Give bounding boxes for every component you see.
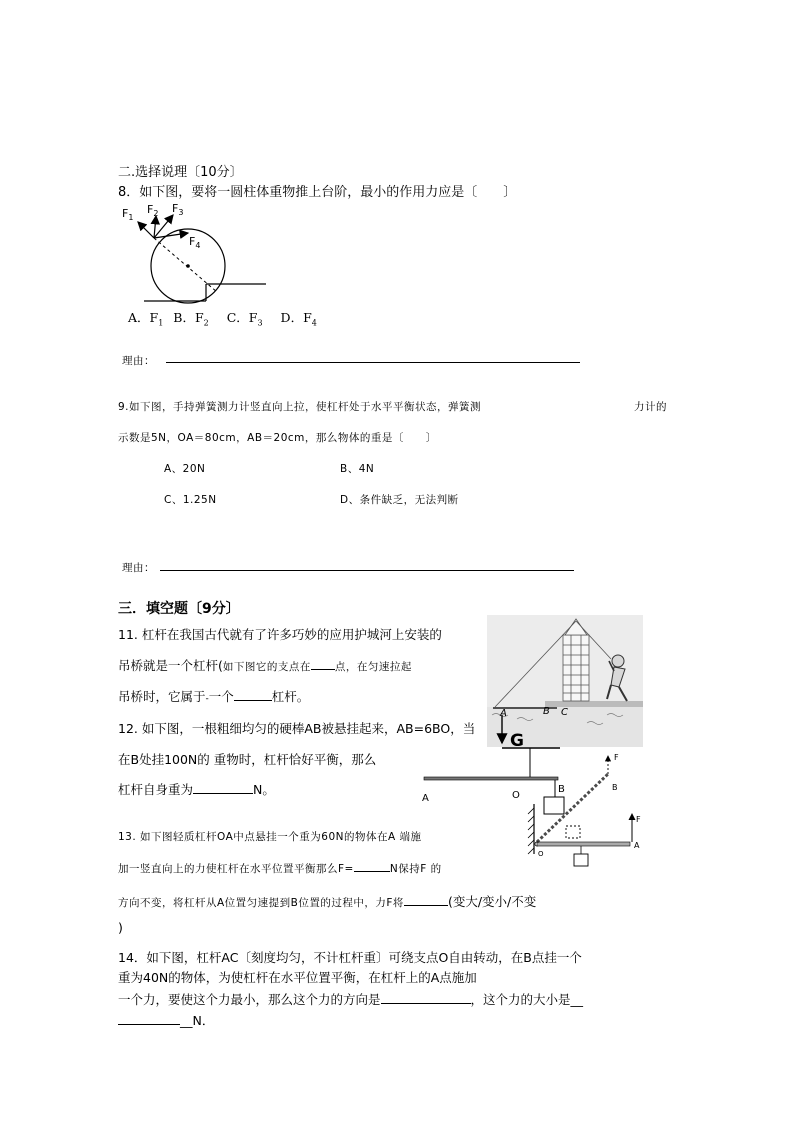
label-f4: $F_4$	[189, 235, 201, 250]
q13-blank-change[interactable]	[404, 905, 448, 906]
q9-reason-label: 理由：	[122, 562, 155, 574]
q14-blank-magnitude[interactable]	[118, 1024, 180, 1025]
q12-line3: 杠杆自身重为 N。	[118, 782, 275, 797]
q9-line1: 9.如下图，手持弹簧测力计竖直向上拉，使杠杆处于水平平衡状态，弹簧测	[118, 401, 482, 413]
q12-line2: 在B处挂100N的 重物时，杠杆恰好平衡，那么	[118, 752, 377, 767]
svg-text:F: F	[636, 815, 641, 824]
q13-line4: )	[118, 920, 123, 935]
q8-option-d[interactable]: D．$F_4$	[280, 310, 317, 328]
svg-text:A: A	[634, 841, 640, 850]
lever-horizontal	[537, 842, 630, 846]
label-f1: $F_1$	[122, 207, 134, 222]
q8-options	[128, 308, 317, 328]
q14-blank-direction[interactable]	[381, 1003, 471, 1004]
q13-line1: 13. 如下图轻质杠杆OA中点悬挂一个重为60N的物体在A 端施	[118, 831, 422, 843]
force-f3-arrow	[154, 215, 173, 238]
label-f2: $F_2$	[147, 203, 159, 218]
q11-blank-type[interactable]	[234, 700, 272, 701]
q8-option-a[interactable]: A．$F_1$	[128, 310, 164, 328]
q14-line4: __N．	[118, 1011, 214, 1029]
q12-line1: 12. 如下图，一根粗细均匀的硬棒AB被悬挂起来，AB=6BO，当	[118, 721, 476, 736]
q9-option-d[interactable]: D、条件缺乏，无法判断	[340, 494, 459, 506]
q9-line2: 示数是5N，OA＝80cm，AB＝20cm，那么物体的重是〔 〕	[118, 432, 437, 444]
q8-stem: 8．如下图，要将一圆柱体重物推上台阶，最小的作用力应是〔 〕	[118, 185, 517, 200]
rotating-lever-diagram	[520, 750, 650, 860]
q8-cylinder-diagram	[118, 200, 288, 310]
svg-text:B: B	[612, 783, 618, 792]
q9-option-b[interactable]: B、4N	[340, 463, 375, 475]
q8-reason-blank[interactable]	[166, 362, 580, 363]
q8-option-b[interactable]: B．$F_2$	[173, 310, 209, 328]
q13-blank-force[interactable]	[354, 871, 390, 872]
q13-line3: 方向不变，将杠杆从A位置匀速提到B位置的过程中，力F将 (变大/变小/不变	[118, 894, 537, 909]
q12-blank-weight[interactable]	[193, 793, 253, 794]
q13-line2: 加一竖直向上的力使杠杆在水平位置平衡那么F= N保持F 的	[118, 863, 442, 875]
q11-line2: 吊桥就是一个杠杆(如下图它的支点在 点，在匀速拉起	[118, 658, 412, 673]
force-f2-arrow	[154, 216, 156, 238]
q14-line1: 14．如下图，杠杆AC〔刻度均匀，不计杠杆重〕可绕支点O自由转动，在B点挂一个	[118, 950, 582, 965]
label-g: G	[510, 731, 524, 751]
section-heading-2: 二.选择说理〔10分〕	[118, 165, 243, 180]
q11-blank-pivot[interactable]	[311, 669, 335, 670]
q9-option-c[interactable]: C、1.25N	[164, 494, 217, 506]
q8-option-c[interactable]: C．$F_3$	[226, 310, 263, 328]
q9-line1-end: 力计的	[634, 401, 667, 413]
label-f3: $F_3$	[172, 202, 184, 217]
q14-line3: 一个力，要使这个力最小，那么这个力的方向是 ，这个力的大小是__	[118, 992, 584, 1007]
svg-text:F: F	[614, 753, 619, 762]
svg-text:O: O	[538, 850, 544, 858]
svg-text:B: B	[558, 784, 565, 795]
svg-text:A: A	[500, 708, 507, 719]
force-f1-arrow	[138, 222, 154, 238]
q8-reason-label: 理由：	[122, 355, 155, 367]
svg-text:B: B	[543, 706, 550, 717]
q9-reason-blank[interactable]	[160, 570, 574, 571]
q11-line1: 11. 杠杆在我国古代就有了许多巧妙的应用护城河上安装的	[118, 627, 442, 642]
q14-line2: 重为40N的物体，为使杠杆在水平位置平衡，在杠杆上的A点施加	[118, 970, 477, 985]
svg-text:C: C	[561, 707, 568, 718]
q9-option-a[interactable]: A、20N	[164, 463, 206, 475]
svg-text:A: A	[422, 793, 429, 804]
section-heading-3: 三．填空题〔9分〕	[118, 601, 240, 617]
q11-line3: 吊桥时，它属于-一个 杠杆。	[118, 689, 310, 704]
svg-text:O: O	[512, 790, 520, 801]
